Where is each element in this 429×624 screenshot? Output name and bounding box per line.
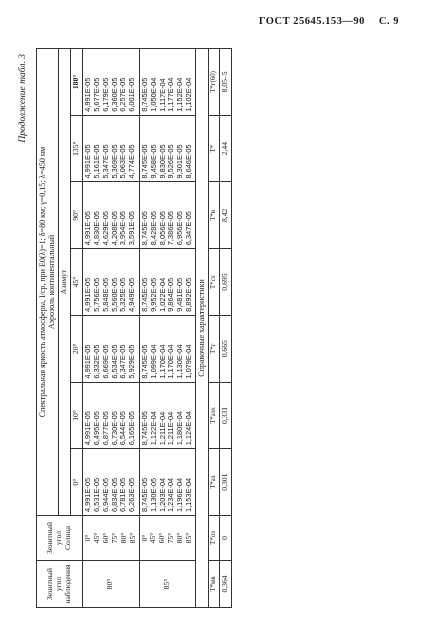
value-column: 8,745E-05 1,122E-04 1,211E-04 1,211E-04 1,180E-04 1,124E-04 — [139, 382, 196, 449]
ref-head: T*оз — [208, 516, 219, 561]
value-column: 4,991E-05 5,756E-05 5,848E-05 5,560E-05 5,325E-05 4,949E-05 — [82, 249, 139, 316]
az-45: 45° — [70, 249, 82, 316]
continuation-note: Продолжение табл. 3 — [18, 54, 28, 143]
az-180: 180° — [70, 49, 82, 116]
value-column: 4,991E-05 5,161E-05 5,347E-05 5,369E-05 5,063E-05 4,774E-05 — [82, 115, 139, 182]
head-zenith-sun: Зенитный угол Солнца — [37, 516, 83, 561]
standard-number: ГОСТ 25645.153—90 — [258, 16, 365, 27]
az-135: 135° — [70, 115, 82, 182]
obs-angle: 85° — [139, 561, 196, 608]
ref-value: 0,695 — [219, 249, 231, 316]
value-column: 4,991E-05 4,830E-05 4,629E-05 4,208E-05 3,954E-05 3,591E-05 — [82, 182, 139, 249]
ref-head: T*г(60) — [208, 49, 219, 116]
title-text: Спектральная яркость атмосферы, I/cp, при E0(λ)=1; δ=80 км; γ=0,15; λ=450 нм — [38, 146, 47, 418]
value-column: 8,745E-05 9,952E-05 1,022E-04 9,864E-05 9,481E-05 8,892E-05 — [139, 249, 196, 316]
az-0: 0° — [70, 449, 82, 516]
ref-head: T*мв — [208, 561, 219, 608]
ref-head: T*г — [208, 315, 219, 382]
value-column: 4,991E-05 6,332E-05 6,669E-05 6,534E-05 6,347E-05 5,929E-05 — [82, 315, 139, 382]
az-20: 20° — [70, 315, 82, 382]
ref-head: T*сх — [208, 249, 219, 316]
group-row — [82, 49, 139, 608]
head-zenith-obs: Зенитный угол наблюдения — [37, 561, 83, 608]
reference-value-row — [219, 49, 231, 608]
ref-value: 0,301 — [219, 449, 231, 516]
ref-value: 0 — [219, 516, 231, 561]
table-title — [37, 49, 59, 516]
az-10: 10° — [70, 382, 82, 449]
brightness-table — [36, 48, 232, 608]
ref-head: T*аэх — [208, 382, 219, 449]
ref-value: 8,05–5 — [219, 49, 231, 116]
ref-value: 2,44 — [219, 115, 231, 182]
subtitle-text: Аэрозоль континентальный — [47, 234, 57, 330]
ref-head: T*в — [208, 182, 219, 249]
page-number: С. 9 — [378, 16, 399, 27]
value-column: 4,991E-05 6,531E-05 6,944E-05 6,834E-05 6,781E-05 6,263E-05 — [82, 449, 139, 516]
value-column: 8,745E-05 9,458E-05 9,830E-05 9,526E-05 9,301E-05 8,646E-05 — [139, 115, 196, 182]
sun-angles: 0° 45° 60° 75° 80° 85° — [139, 516, 196, 561]
ref-value: 8,42 — [219, 182, 231, 249]
value-column: 4,991E-05 5,677E-05 6,179E-05 6,360E-05 6,257E-05 6,001E-05 — [82, 49, 139, 116]
ref-head: T* — [208, 115, 219, 182]
az-90: 90° — [70, 182, 82, 249]
reference-title: Справочные характеристики — [196, 49, 208, 608]
value-column: 8,745E-05 1,050E-04 1,117E-04 1,177E-04 1,152E-04 1,102E-04 — [139, 49, 196, 116]
value-column: 4,991E-05 6,495E-05 6,877E-05 6,730E-05 6,544E-05 6,165E-05 — [82, 382, 139, 449]
page-header — [259, 16, 399, 27]
ref-value: 0,331 — [219, 382, 231, 449]
group-row — [139, 49, 196, 608]
ref-value: 0,665 — [219, 315, 231, 382]
reference-head-row — [208, 49, 219, 608]
value-column: 8,745E-05 1,099E-04 1,170E-04 1,170E-04 1,130E-04 1,079E-04 — [139, 315, 196, 382]
obs-angle: 80° — [82, 561, 139, 608]
azimuth-label: Азимут — [58, 49, 70, 516]
rotated-table-page — [18, 48, 402, 608]
sun-angles: 0° 45° 60° 75° 80° 85° — [82, 516, 139, 561]
ref-value: 0,364 — [219, 561, 231, 608]
value-column: 8,745E-05 1,130E-05 1,203E-04 1,234E-04 1,196E-04 1,153E-04 — [139, 449, 196, 516]
value-column: 8,745E-05 8,428E-05 8,056E-05 7,386E-05 6,956E-05 6,347E-05 — [139, 182, 196, 249]
ref-head: T*аз — [208, 449, 219, 516]
